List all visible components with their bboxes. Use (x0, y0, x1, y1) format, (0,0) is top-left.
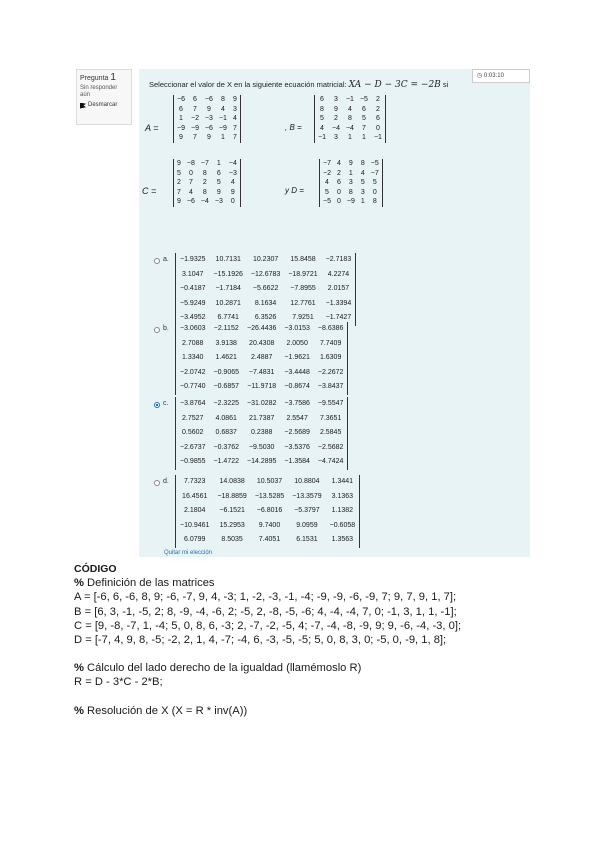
option-matrix-a[interactable] (175, 253, 356, 326)
code-line (74, 576, 584, 590)
matrix-cell: 1 (179, 115, 183, 122)
matrix-cell: 4 (325, 179, 329, 186)
matrix-cell: −3.7586 (284, 400, 310, 407)
matrix-cell: −0.7740 (180, 383, 206, 390)
matrix-cell: −0.6857 (213, 383, 239, 390)
matrix-cell: −10.9461 (180, 521, 210, 529)
matrix-cell: −2 (323, 169, 331, 177)
matrix-cell: 0 (372, 188, 377, 196)
matrix-cell: −5 (359, 96, 368, 103)
matrix-cell: 7.9251 (292, 314, 314, 321)
matrix-cell: 0 (230, 198, 235, 205)
matrix-cell: 10.7131 (215, 256, 241, 263)
matrix-cell: −6 (177, 96, 185, 103)
matrix-cell: 2 (334, 115, 338, 122)
matrix-row (320, 169, 383, 179)
code-gap (74, 647, 584, 661)
matrix-cell: 5 (216, 179, 221, 186)
matrix-cell: 6 (361, 105, 366, 113)
code-text: R = D - 3*C - 2*B; (74, 676, 163, 689)
matrix-cell: 1 (348, 134, 352, 141)
matrix-row (315, 95, 386, 105)
matrix-cell: 9 (179, 134, 183, 141)
matrix-cell: 0.2388 (250, 429, 273, 436)
matrix-cell: 2 (336, 169, 341, 177)
matrix-D (319, 159, 383, 207)
option-letter: b. (163, 325, 169, 332)
matrix-cell: −0.8674 (284, 383, 310, 390)
option-matrix-d[interactable] (175, 475, 360, 548)
matrix-row (176, 337, 348, 352)
matrix-cell: −6 (204, 124, 213, 132)
matrix-cell: −1.7184 (215, 285, 241, 292)
code-line (74, 633, 584, 647)
matrix-row (176, 504, 360, 519)
matrix-cell: 7 (232, 124, 237, 132)
question-panel (139, 69, 530, 557)
matrix-cell: 6 (375, 115, 380, 122)
matrix-cell: 2 (177, 179, 181, 186)
matrix-cell: 8 (220, 96, 225, 103)
option-radio-c[interactable] (154, 402, 160, 408)
matrix-cell: 3.1047 (182, 270, 204, 278)
matrix-cell: 8.1634 (254, 299, 277, 307)
matrix-cell: −5.3797 (294, 507, 320, 514)
matrix-cell: 1.3563 (331, 536, 354, 543)
matrix-cell: 9 (230, 188, 235, 196)
matrix-row (176, 475, 360, 490)
matrix-row (176, 351, 348, 366)
matrix-row (176, 519, 360, 534)
matrix-cell: −4 (331, 124, 340, 132)
matrix-cell: −4 (345, 124, 354, 132)
matrix-cell: −5.9249 (180, 299, 206, 307)
matrix-cell: 7.7409 (319, 339, 342, 347)
matrix-cell: −8 (186, 160, 195, 167)
code-line (74, 590, 584, 604)
matrix-cell: 9 (177, 160, 181, 167)
matrix-cell: 9 (216, 188, 221, 196)
matrix-cell: −6 (186, 198, 195, 205)
matrix-row (315, 133, 386, 143)
matrix-cell: 1.4621 (215, 354, 237, 361)
matrix-cell: 3 (334, 134, 338, 141)
matrix-cell: 1.3340 (182, 354, 204, 361)
matrix-cell: 8 (348, 115, 352, 122)
matrix-cell: −5 (323, 198, 331, 205)
matrix-cell: 1 (216, 160, 221, 167)
matrix-cell: 10.2871 (215, 299, 241, 307)
matrix-cell: 6.0799 (183, 536, 206, 543)
option-letter: a. (163, 256, 169, 263)
matrix-cell: 2.0050 (286, 339, 308, 347)
matrix-row (320, 188, 383, 198)
matrix-cell: −12.6783 (250, 270, 281, 278)
matrix-cell: −11.9718 (247, 383, 277, 390)
matrix-cell: 10.2307 (252, 256, 279, 263)
code-text: B = [6, 3, -1, -5, 2; 8, -9, -4, -6, 2; -5, 2, -8, -5, -6; 4, -4, -4, 7, 0; -1, 3, 1, 1, -1]; (74, 605, 457, 618)
matrix-cell: −3.0153 (284, 325, 310, 332)
matrix-cell: 3 (232, 105, 237, 113)
matrix-cell: −0.9065 (213, 368, 239, 376)
matrix-row (176, 322, 348, 337)
matrix-cell: −1.7427 (325, 314, 352, 321)
matrix-cell: 6 (336, 179, 341, 186)
code-text: Cálculo del lado derecho de la igualdad (llamémoslo R) (83, 662, 362, 675)
matrix-cell: 5 (320, 115, 324, 122)
matrix-cell: 2 (202, 179, 207, 186)
comment-marker: % (74, 662, 84, 675)
matrix-cell: 2 (375, 105, 380, 113)
matrix-cell: 8 (372, 198, 377, 205)
question-prompt: Seleccionar el valor de X en la siguiente ecuación matricial: XA − D − 3C = −2B si (149, 80, 449, 90)
matrix-cell: 9 (207, 134, 211, 141)
code-line (74, 704, 584, 718)
matrix-cell: −7 (323, 160, 331, 167)
matrix-cell: 9 (232, 96, 237, 103)
matrix-cell: −8.6386 (317, 325, 344, 332)
code-line (74, 675, 584, 689)
matrix-cell: 4 (360, 169, 365, 177)
matrix-cell: −0.6058 (329, 521, 356, 529)
matrix-cell: 0 (188, 169, 193, 177)
code-text: D = [-7, 4, 9, 8, -5; -2, 2, 1, 4, -7; -4, 6, -3, -5, -5; 5, 0, 8, 3, 0; -5, 0, -9, 1, 8]; (74, 634, 447, 647)
matrix-cell: 20.4308 (249, 339, 275, 347)
matrix-cell: −0.3762 (213, 443, 239, 451)
matrix-cell: 1.3441 (331, 478, 354, 485)
matrix-cell: 9.7400 (258, 521, 281, 529)
matrix-cell: 9 (334, 105, 338, 113)
matrix-cell: 2.7088 (182, 339, 204, 347)
matrix-cell: −3.5376 (284, 443, 310, 451)
matrix-B (314, 95, 386, 143)
matrix-cell: 3 (348, 179, 353, 186)
matrix-cell: −4 (200, 198, 209, 205)
matrix-row (174, 95, 241, 105)
matrix-cell: −1 (373, 134, 382, 141)
matrix-cell: 2.5845 (319, 429, 342, 436)
label-B: , B = (285, 123, 302, 132)
matrix-cell: 6.7741 (217, 314, 239, 321)
matrix-cell: 8 (202, 169, 207, 177)
matrix-cell: 1 (220, 134, 225, 141)
matrix-cell: 7 (188, 179, 193, 186)
matrix-cell: 15.8458 (290, 256, 316, 263)
matrix-cell: 7 (232, 134, 237, 141)
matrix-cell: −13.5285 (254, 492, 285, 500)
matrix-row (315, 114, 386, 124)
matrix-row (176, 397, 348, 412)
matrix-cell: −18.8859 (217, 492, 247, 500)
code-line (74, 605, 584, 619)
matrix-cell: −2.3225 (213, 400, 239, 407)
matrix-cell: −1.9621 (284, 354, 310, 361)
matrix-row (176, 380, 348, 395)
matrix-cell: 8 (202, 188, 207, 196)
matrix-cell: 4 (188, 188, 193, 196)
flag-question-link[interactable]: Desmarcar (80, 102, 128, 109)
matrix-cell: −9.5030 (248, 443, 275, 451)
matrix-cell: 7.4051 (258, 536, 281, 543)
matrix-cell: −7.8955 (290, 285, 316, 292)
label-D: y D = (285, 186, 304, 195)
matrix-cell: 1 (360, 198, 365, 205)
matrix-row (174, 105, 241, 115)
matrix-cell: −5 (370, 160, 379, 167)
matrix-row (176, 412, 348, 427)
matrix-cell: −0.9855 (180, 458, 206, 465)
matrix-cell: 9 (207, 105, 211, 113)
comment-marker: % (74, 704, 84, 717)
matrix-row (176, 533, 360, 548)
matrix-row (176, 426, 348, 441)
matrix-cell: −15.1926 (213, 270, 243, 278)
matrix-row (176, 268, 356, 283)
matrix-cell: −2.0742 (180, 368, 206, 376)
matrix-row (320, 197, 383, 207)
matrix-cell: 7 (193, 105, 197, 113)
matrix-cell: −6.8016 (256, 507, 283, 514)
option-letter: d. (163, 478, 169, 485)
option-radio-d[interactable] (154, 480, 160, 486)
matrix-row (176, 253, 356, 268)
matrix-cell: 2.5547 (286, 414, 308, 422)
matrix-cell: 6 (193, 96, 197, 103)
matrix-cell: 1 (348, 169, 353, 177)
matrix-cell: 5 (360, 179, 365, 186)
option-matrix-b[interactable] (175, 322, 348, 395)
matrix-cell: 4 (348, 105, 352, 113)
matrix-cell: 1 (361, 134, 366, 141)
matrix-row (174, 197, 241, 207)
matrix-A (173, 95, 241, 143)
matrix-cell: 14.0838 (219, 478, 245, 485)
option-matrix-c[interactable] (175, 397, 348, 470)
code-title: CÓDIGO (74, 563, 117, 575)
matrix-cell: −3.8437 (317, 383, 344, 390)
matrix-cell: −14.2895 (247, 458, 277, 465)
matrix-cell: −6.1521 (219, 507, 245, 514)
matrix-cell: −4.7424 (317, 458, 344, 465)
matrix-cell: 4 (232, 115, 237, 122)
code-section (74, 562, 584, 718)
matrix-cell: 9 (177, 198, 181, 205)
matrix-cell: −2.1152 (213, 325, 239, 332)
matrix-cell: −2.5689 (284, 429, 310, 436)
matrix-cell: −9.5547 (317, 400, 344, 407)
code-line (74, 619, 584, 633)
matrix-cell: −6 (204, 96, 213, 103)
question-number: Pregunta 1 (80, 72, 116, 83)
code-text: A = [-6, 6, -6, 8, 9; -6, -7, 9, 4, -3; 1, -2, -3, -1, -4; -9, -9, -6, -9, 7; 9, 7, 9, 1, 7]; (74, 591, 457, 604)
matrix-row (176, 455, 348, 470)
matrix-row (174, 159, 241, 169)
matrix-cell: 4.2274 (327, 270, 350, 278)
matrix-row (174, 133, 241, 143)
matrix-cell: 3.9138 (215, 339, 237, 347)
matrix-cell: −7 (370, 169, 379, 177)
quiz-timer: ◷ 0:03:10 (472, 69, 530, 83)
matrix-cell: 12.7761 (290, 299, 316, 307)
matrix-cell: −1 (218, 115, 227, 122)
matrix-cell: −9 (346, 198, 355, 205)
matrix-cell: 3 (360, 188, 365, 196)
matrix-row (174, 169, 241, 179)
matrix-cell: −31.0282 (247, 400, 277, 407)
matrix-cell: −3.4952 (180, 314, 206, 321)
matrix-cell: 0 (375, 124, 380, 132)
code-line (74, 661, 584, 675)
matrix-cell: 6.3526 (254, 314, 277, 321)
matrix-cell: −1 (318, 134, 326, 141)
matrix-cell: −3.8764 (180, 400, 206, 407)
matrix-cell: −7 (200, 160, 209, 167)
matrix-cell: −2 (190, 115, 199, 122)
matrix-cell: −13.3579 (292, 492, 322, 500)
matrix-cell: 6.1531 (296, 536, 318, 543)
matrix-cell: −3.0603 (180, 325, 206, 332)
matrix-cell: 15.2953 (219, 521, 245, 529)
matrix-cell: −2.2672 (317, 368, 344, 376)
matrix-cell: −2.6737 (180, 443, 206, 451)
matrix-cell: 0.6837 (215, 429, 237, 436)
matrix-cell: 16.4561 (182, 492, 208, 500)
matrix-row (176, 366, 348, 381)
matrix-cell: 2.1804 (183, 507, 206, 514)
matrix-C (173, 159, 241, 207)
matrix-cell: −3.4448 (284, 368, 310, 376)
matrix-cell: 10.8804 (294, 478, 320, 485)
matrix-cell: 7 (361, 124, 366, 132)
matrix-cell: 7 (193, 134, 197, 141)
matrix-cell: 4 (336, 160, 341, 167)
matrix-row (176, 297, 356, 312)
matrix-cell: −1 (345, 96, 354, 103)
matrix-cell: 5 (361, 115, 366, 122)
matrix-cell: 7.3651 (319, 414, 342, 422)
option-radio-b[interactable] (154, 327, 160, 333)
matrix-cell: −3 (204, 115, 213, 122)
matrix-cell: −9 (190, 124, 199, 132)
matrix-cell: −9 (218, 124, 227, 132)
matrix-cell: 4 (320, 124, 324, 132)
matrix-row (176, 490, 360, 505)
option-letter: c. (163, 400, 169, 407)
matrix-cell: 2 (375, 96, 380, 103)
matrix-cell: 10.5037 (256, 478, 283, 485)
matrix-row (176, 282, 356, 297)
matrix-row (320, 159, 383, 169)
matrix-cell: 0 (336, 198, 341, 205)
matrix-cell: 4 (230, 179, 235, 186)
matrix-cell: −9 (177, 124, 185, 132)
option-radio-a[interactable] (154, 258, 160, 264)
matrix-cell: 6 (179, 105, 183, 113)
matrix-cell: 5 (177, 169, 181, 177)
matrix-cell: 2.7527 (182, 414, 204, 422)
matrix-cell: −3 (228, 169, 237, 177)
matrix-cell: 7.7323 (183, 478, 206, 485)
matrix-row (320, 178, 383, 188)
matrix-row (174, 124, 241, 134)
matrix-row (315, 124, 386, 134)
matrix-cell: −18.9721 (288, 270, 318, 278)
matrix-cell: 21.7387 (249, 414, 275, 422)
code-text: C = [9, -8, -7, 1, -4; 5, 0, 8, 6, -3; 2, -7, -2, -5, 4; -7, -4, -8, -9, 9; 9, -6, -4, -3, 0]; (74, 619, 462, 632)
matrix-cell: 5 (372, 179, 377, 186)
matrix-cell: 9 (348, 160, 353, 167)
question-info-box (76, 69, 132, 125)
matrix-cell: 0.5602 (182, 429, 204, 436)
matrix-cell: 0 (336, 188, 341, 196)
matrix-cell: −7.4831 (248, 368, 275, 376)
label-A: A = (145, 123, 159, 133)
matrix-row (176, 441, 348, 456)
code-text: Definición de las matrices (83, 577, 215, 590)
matrix-cell: 2.0157 (327, 285, 350, 292)
matrix-row (174, 188, 241, 198)
matrix-cell: 7 (177, 188, 181, 196)
matrix-cell: −0.4187 (180, 285, 206, 292)
matrix-cell: 5 (325, 188, 329, 196)
comment-marker: % (74, 577, 84, 590)
matrix-cell: −1.3394 (325, 299, 352, 307)
matrix-row (315, 105, 386, 115)
code-gap (74, 690, 584, 704)
matrix-cell: 2.4887 (250, 354, 273, 361)
matrix-cell: 3.1363 (331, 492, 354, 500)
matrix-cell: −1.4722 (213, 458, 239, 465)
code-text: Resolución de X (X = R * inv(A)) (83, 704, 248, 717)
matrix-cell: 9.0959 (296, 521, 318, 529)
matrix-cell: 4.0861 (215, 414, 237, 422)
question-status: Sin responder aún (80, 85, 118, 98)
matrix-cell: 3 (334, 96, 338, 103)
label-C: C = (142, 186, 157, 196)
question-screenshot (76, 69, 530, 557)
matrix-row (174, 178, 241, 188)
matrix-cell: −2.5682 (317, 443, 344, 451)
matrix-cell: 8.5035 (221, 536, 243, 543)
matrix-cell: −26.4436 (247, 325, 277, 332)
matrix-cell: 8 (320, 105, 324, 113)
matrix-cell: 8 (360, 160, 365, 167)
matrix-cell: −3 (214, 198, 223, 205)
matrix-cell: 1.1382 (331, 507, 354, 514)
matrix-cell: 4 (220, 105, 225, 113)
clear-choice-link[interactable]: Quitar mi elección (164, 550, 213, 556)
matrix-cell: −5.6622 (252, 285, 279, 292)
matrix-cell: 6 (216, 169, 221, 177)
flag-icon (80, 103, 86, 109)
matrix-cell: 8 (348, 188, 353, 196)
matrix-cell: −1.3584 (284, 458, 310, 465)
matrix-cell: −4 (228, 160, 237, 167)
matrix-cell: −2.7183 (325, 256, 352, 263)
matrix-row (174, 114, 241, 124)
matrix-cell: 1.6309 (319, 354, 342, 361)
matrix-cell: −1.9325 (180, 256, 206, 263)
matrix-cell: 6 (320, 96, 324, 103)
